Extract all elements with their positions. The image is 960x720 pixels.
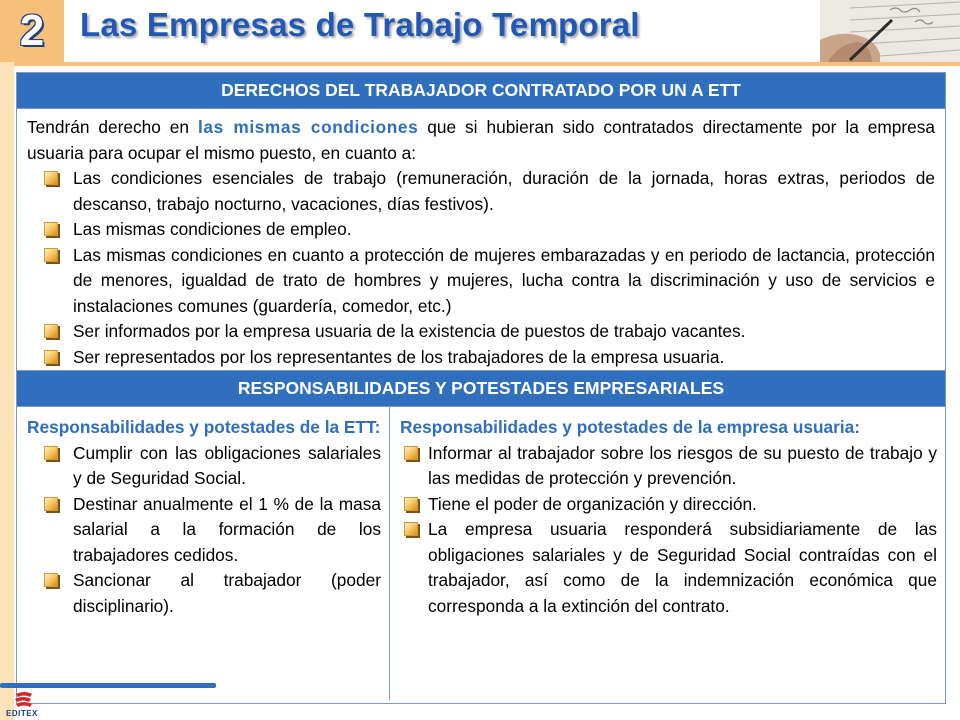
chapter-number: 2 xyxy=(19,6,45,55)
list-item: Las condiciones esenciales de trabajo (remuneración, duración de la jornada, horas extras, periodos de descanso, trabajo nocturno, vacaciones, días festivos). xyxy=(27,166,935,217)
list-item: Las mismas condiciones en cuanto a protección de mujeres embarazadas y en periodo de lactancia, protección de menores, igualdad de trato de hombres y mujeres, lucha contra la discriminación y uso de servicios e instalaciones comunes (guardería, comedor, etc.) xyxy=(27,243,935,320)
list-item: Tiene el poder de organización y dirección. xyxy=(400,492,937,518)
content-table xyxy=(16,72,946,704)
checkbox-bullet-icon xyxy=(44,446,58,460)
header-photo xyxy=(820,0,960,62)
page-title: Las Empresas de Trabajo Temporal xyxy=(80,6,640,43)
checkbox-bullet-icon xyxy=(44,248,58,262)
ett-heading: Responsabilidades y potestades de la ETT: xyxy=(27,417,381,437)
intro-text-end: que si hubieran sido contratados directamente por la empresa usuaria para ocupar el mismo puesto, en cuanto a: xyxy=(27,117,936,163)
editex-logo-text: EDITEX xyxy=(6,709,38,718)
list-item: Informar al trabajador sobre los riesgos de su puesto de trabajo y las medidas de protección y prevención. xyxy=(400,441,937,492)
derechos-list xyxy=(27,166,935,370)
checkbox-bullet-icon xyxy=(404,446,418,460)
list-item: Sancionar al trabajador (poder disciplinario). xyxy=(27,568,381,619)
checkbox-bullet-icon xyxy=(44,573,58,587)
derechos-section xyxy=(17,109,945,371)
responsabilidades-columns xyxy=(17,407,945,700)
checkbox-bullet-icon xyxy=(44,350,58,364)
list-item: La empresa usuaria responderá subsidiariamente de las obligaciones salariales y de Seguridad Social contraídas con el trabajador, así como de la indemnización económica que corresponda a la extinción del contrato. xyxy=(400,517,937,619)
list-item: Destinar anualmente el 1 % de la masa salarial a la formación de los trabajadores cedidos. xyxy=(27,492,381,569)
list-item: Ser representados por los representantes de los trabajadores de la empresa usuaria. xyxy=(27,345,935,371)
usuaria-column xyxy=(390,407,945,700)
list-item: Ser informados por la empresa usuaria de la existencia de puestos de trabajo vacantes. xyxy=(27,319,935,345)
left-decorative-strip xyxy=(0,62,14,720)
intro-highlight: las mismas condiciones xyxy=(197,117,419,137)
list-item: Las mismas condiciones de empleo. xyxy=(27,217,935,243)
header-rule xyxy=(0,62,960,66)
checkbox-bullet-icon xyxy=(404,497,418,511)
chapter-number-badge xyxy=(0,0,64,62)
checkbox-bullet-icon xyxy=(44,222,58,236)
hand-writing-image xyxy=(820,0,960,62)
list-item: Cumplir con las obligaciones salariales y de Seguridad Social. xyxy=(27,441,381,492)
ett-column xyxy=(17,407,390,700)
checkbox-bullet-icon xyxy=(44,324,58,338)
checkbox-bullet-icon xyxy=(44,171,58,185)
responsabilidades-heading: RESPONSABILIDADES Y POTESTADES EMPRESARIALES xyxy=(17,371,945,407)
ett-list xyxy=(27,441,381,620)
checkbox-bullet-icon xyxy=(404,522,418,536)
intro-text-start: Tendrán derecho en xyxy=(27,117,198,137)
footer-line xyxy=(0,683,216,688)
checkbox-bullet-icon xyxy=(44,497,58,511)
derechos-intro xyxy=(27,115,935,166)
usuaria-heading: Responsabilidades y potestades de la empresa usuaria: xyxy=(400,417,861,437)
usuaria-list xyxy=(400,441,937,620)
derechos-heading: DERECHOS DEL TRABAJADOR CONTRATADO POR UN A ETT xyxy=(17,73,945,109)
